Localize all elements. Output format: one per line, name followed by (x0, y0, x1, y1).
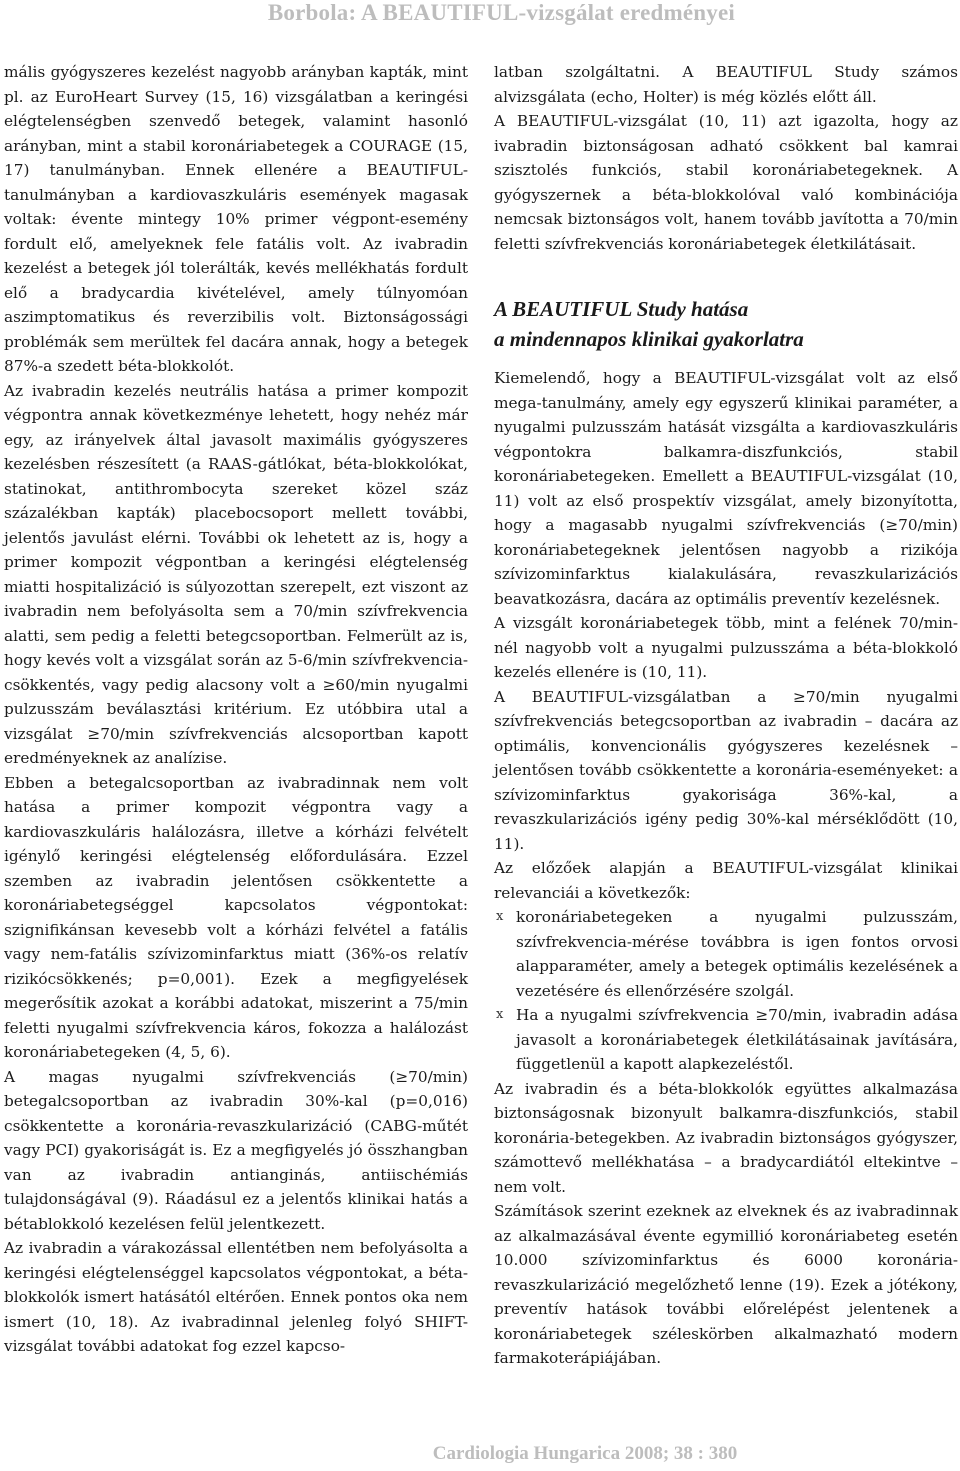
body-paragraph: latban szolgáltatni. A BEAUTIFUL Study számos alvizsgálata (echo, Holter) is még közlés előtt áll. (494, 63, 958, 106)
journal-footer: Cardiologia Hungarica 2008; 38 : 380 (432, 1443, 738, 1464)
body-paragraph: Az ivabradin és a béta-blokkolók együttes alkalmazása biztonságosnak bizonyult balkamra-diszfunkciós, stabil koronária-betegekben. Az ivabradin biztonságos gyógyszer, számottevő mellékhatása – a bradycardiától eltekintve – nem volt. (494, 1079, 958, 1196)
left-text-column (4, 60, 468, 1359)
body-paragraph: Az előzőek alapján a BEAUTIFUL-vizsgálat klinikai relevanciái a következők: (494, 859, 958, 902)
section-heading-line: A BEAUTIFUL Study hatása (494, 297, 749, 321)
bullet-marker: x (496, 1007, 504, 1022)
body-paragraph: A BEAUTIFUL-vizsgálat (10, 11) azt igazolta, hogy az ivabradin biztonságosan adható csökkent bal kamrai szisztolés funkciós, stabil koronáriabetegeknek. A gyógyszernek a béta-blokkolóval való kombinációja nemcsak biztonságos volt, hanem tovább javította a 70/min feletti szívfrekvenciás koronáriabetegek életkilátásait. (494, 112, 958, 253)
body-paragraph: Ebben a betegalcsoportban az ivabradinnak nem volt hatása a primer kompozit végpontra vagy a kardiovaszkuláris halálozásra, illetve a kórházi felvételt igénylő keringési elégtelenség előfordulására. Ezzel szemben az ivabradin jelentősen csökkentette a koronáriabetegséggel kapcsolatos végpontokat: szignifikánsan kevesebb volt a kórházi felvétel a fatális vagy nem-fatális szívizominfarktus miatt (36%-os relatív rizikócsökkenés; p=0,001). Ezek a megfigyelések megerősítik azokat a korábbi adatokat, miszerint a 75/min feletti nyugalmi szívfrekvencia káros, fokozza a halálozást koronáriabetegeken (4, 5, 6). (4, 773, 468, 1061)
section-heading (494, 294, 958, 354)
section-heading-line: a mindennapos klinikai gyakorlatra (494, 327, 804, 351)
running-header-title: Borbola: A BEAUTIFUL-vizsgálat eredményei (267, 0, 735, 25)
list-item-text: koronáriabetegeken a nyugalmi pulzusszám, szívfrekvencia-mérése továbbra is igen fontos orvosi alapparaméter, amely a betegek optimális kezelésének a vezetésére és ellenőrzésére szolgál. (516, 908, 958, 1000)
body-paragraph: Kiemelendő, hogy a BEAUTIFUL-vizsgálat volt az első mega-tanulmány, amely egy egyszerű klinikai paraméter, a nyugalmi pulzusszám hatását vizsgálta a kardiovaszkuláris végpontokra balkamra-diszfunkciós, stabil koronáriabetegeken. Emellett a BEAUTIFUL-vizsgálat (10, 11) volt az első prospektív vizsgálat, amely bizonyította, hogy a magasabb nyugalmi szívfrekvenciás (≥70/min) koronáriabetegeknek jelentősen nagyobb a rizikója szívizominfarktus kialakulására, revaszkularizációs beavatkozásra, dacára az optimális preventív kezelésnek. (494, 369, 958, 608)
body-paragraph: A BEAUTIFUL-vizsgálatban a ≥70/min nyugalmi szívfrekvenciás betegcsoportban az ivabradin – dacára az optimális, konvencionális gyógyszeres kezelésnek – jelentősen tovább csökkentette a koronária-eseményeket: a szívizominfarktus gyakorisága 36%-kal, a revaszkularizációs igény pedig 30%-kal mérséklődött (10, 11). (494, 687, 958, 853)
right-text-column (494, 60, 958, 1371)
body-paragraph: A magas nyugalmi szívfrekvenciás (≥70/min) betegalcsoportban az ivabradin 30%-kal (p=0,016) csökkentette a koronária-revaszkularizáció (CABG-műtét vagy PCI) gyakoriságát is. Ez a megfigyelés jó összhangban van az ivabradin antianginás, antiischémiás tulajdonságával (9). Ráadásul ez a jelentős klinikai hatás a bétablokkoló kezelésen felül jelentkezett. (4, 1067, 468, 1233)
bullet-marker: x (496, 909, 504, 924)
list-item (494, 905, 958, 1003)
relevance-bullet-list (494, 905, 958, 1077)
body-paragraph: Az ivabradin a várakozással ellentétben nem befolyásolta a keringési elégtelenséggel kapcsolatos végpontokat, a béta-blokkolók ismert hatásától eltérően. Ennek pontos oka nem ismert (10, 18). Az ivabradinnal jelenleg folyó SHIFT-vizsgálat további adatokat fog ezzel kapcso- (4, 1239, 468, 1355)
body-paragraph: mális gyógyszeres kezelést nagyobb arányban kapták, mint pl. az EuroHeart Survey (15, 16) vizsgálatban a keringési elégtelenségben szenvedő betegek, valamint hasonló arányban, mint a stabil koronáriabetegek a COURAGE (15, 17) tanulmányban. Ennek ellenére a BEAUTIFUL-tanulmányban a kardiovaszkuláris események magasak voltak: évente mintegy 10% primer végpont-esemény fordult elő, amelyeknek fele fatális volt. Az ivabradin kezelést a betegek jól tolerálták, kevés mellékhatás fordult elő a bradycardia kivételével, amely túlnyomóan aszimptomatikus és reverzibilis volt. Biztonságossági problémák sem merültek fel dacára annak, hogy a betegek 87%-a szedett béta-blokkolót. (4, 63, 468, 375)
list-item (494, 1003, 958, 1077)
body-paragraph: Az ivabradin kezelés neutrális hatása a primer kompozit végpontra annak következménye lehetett, hogy nehéz már egy, az irányelvek által javasolt maximális gyógyszeres kezelésben részesített (a RAAS-gátlókat, béta-blokkolókat, statinokat, antithrombocyta szereket közel száz százalékban kapták) placebocsoport mellett további, jelentős javulást elérni. További ok lehetett az is, hogy a primer kompozit végpontban a keringési elégtelenség miatti hospitalizáció is súlyozottan szerepelt, ezt viszont az ivabradin nem befolyásolta sem a 70/min szívfrekvencia alatti, sem pedig a feletti betegcsoportban. Felmerült az is, hogy kevés volt a vizsgálat során az 5-6/min szívfrekvencia-csökkentés, vagy pedig alacsony volt a ≥60/min nyugalmi pulzusszám beválasztási kritérium. Ez utóbbira utal a vizsgálat ≥70/min szívfrekvenciás alcsoportban kapott eredményeknek az analízise. (4, 381, 468, 767)
list-item-text: Ha a nyugalmi szívfrekvencia ≥70/min, ivabradin adása javasolt a koronáriabetegek életkilátásainak javítására, függetlenül a kapott alapkezeléstől. (516, 1006, 958, 1073)
body-paragraph: A vizsgált koronáriabetegek több, mint a felének 70/min-nél nagyobb volt a nyugalmi pulzusszáma a béta-blokkoló kezelés ellenére is (10, 11). (494, 614, 958, 681)
body-paragraph: Számítások szerint ezeknek az elveknek és az ivabradinnak az alkalmazásával évente egymillió koronáriabeteg esetén 10.000 szívizominfarktus és 6000 koronária-revaszkularizáció megelőzhető lenne (19). Ezek a jótékony, preventív hatások további előrelépést jelentenek a koronáriabetegek széleskörben alkalmazható modern farmakoterápiájában. (494, 1202, 958, 1367)
